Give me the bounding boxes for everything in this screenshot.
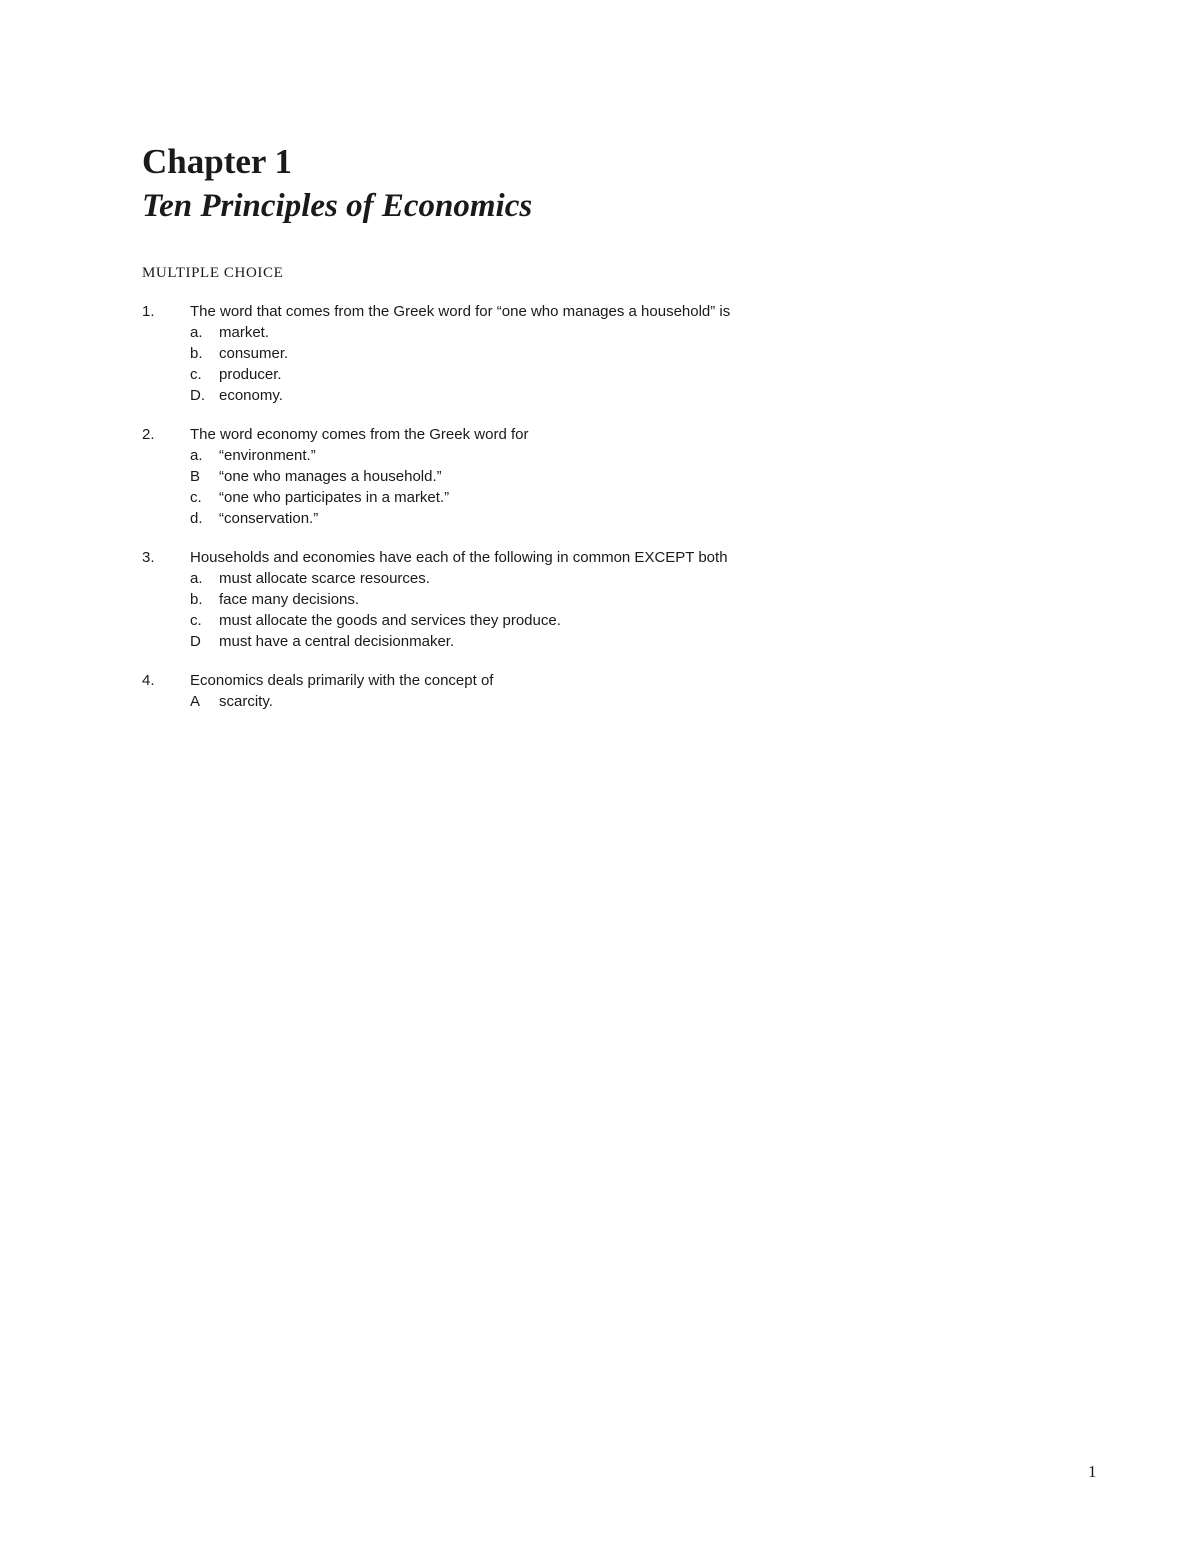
option-item — [190, 322, 1042, 343]
question-1 — [142, 301, 1042, 406]
option-item — [190, 508, 1042, 529]
option-item — [190, 691, 1042, 712]
option-item — [190, 631, 1042, 652]
question-list — [142, 301, 1042, 730]
option-list — [190, 568, 1042, 652]
option-item — [190, 568, 1042, 589]
option-list — [190, 322, 1042, 406]
question-4 — [142, 670, 1042, 712]
option-letter: c. — [190, 489, 202, 506]
option-item — [190, 466, 1042, 487]
option-text: “one who participates in a market.” — [219, 489, 450, 506]
question-text: The word economy comes from the Greek word for — [190, 426, 529, 443]
option-item — [190, 364, 1042, 385]
question-number: 4. — [142, 672, 155, 689]
question-number: 3. — [142, 549, 155, 566]
option-text: “environment.” — [219, 447, 316, 464]
option-text: market. — [219, 324, 270, 341]
question-3 — [142, 547, 1042, 652]
option-item — [190, 385, 1042, 406]
chapter-title: Chapter 1 — [142, 142, 293, 181]
option-letter: b. — [190, 345, 203, 362]
option-text: scarcity. — [219, 693, 273, 710]
option-text: must have a central decisionmaker. — [219, 633, 455, 650]
option-list — [190, 445, 1042, 529]
question-2 — [142, 424, 1042, 529]
option-letter: D — [190, 633, 201, 650]
option-text: “one who manages a household.” — [219, 468, 442, 485]
option-list — [190, 691, 1042, 712]
option-letter: c. — [190, 366, 202, 383]
option-letter: A — [190, 693, 201, 710]
question-number: 1. — [142, 303, 155, 320]
option-letter: d. — [190, 510, 203, 527]
option-text: must allocate the goods and services they produce. — [219, 612, 561, 629]
question-text: Households and economies have each of the following in common EXCEPT both — [190, 549, 728, 566]
option-item — [190, 343, 1042, 364]
question-text: Economics deals primarily with the concept of — [190, 672, 494, 689]
option-text: face many decisions. — [219, 591, 360, 608]
question-number: 2. — [142, 426, 155, 443]
option-text: must allocate scarce resources. — [219, 570, 430, 587]
option-text: consumer. — [219, 345, 289, 362]
option-text: economy. — [219, 387, 283, 404]
option-item — [190, 487, 1042, 508]
option-letter: D. — [190, 387, 205, 404]
option-item — [190, 610, 1042, 631]
option-item — [190, 445, 1042, 466]
chapter-subtitle: Ten Principles of Economics — [142, 188, 533, 224]
question-text: The word that comes from the Greek word for “one who manages a household” is — [190, 303, 731, 320]
section-heading: MULTIPLE CHOICE — [142, 265, 284, 281]
option-text: “conservation.” — [219, 510, 319, 527]
option-letter: c. — [190, 612, 202, 629]
page-number: 1 — [1088, 1462, 1097, 1481]
option-item — [190, 589, 1042, 610]
option-letter: a. — [190, 570, 203, 587]
option-letter: B — [190, 468, 201, 485]
option-letter: a. — [190, 324, 203, 341]
option-letter: a. — [190, 447, 203, 464]
option-text: producer. — [219, 366, 282, 383]
option-letter: b. — [190, 591, 203, 608]
